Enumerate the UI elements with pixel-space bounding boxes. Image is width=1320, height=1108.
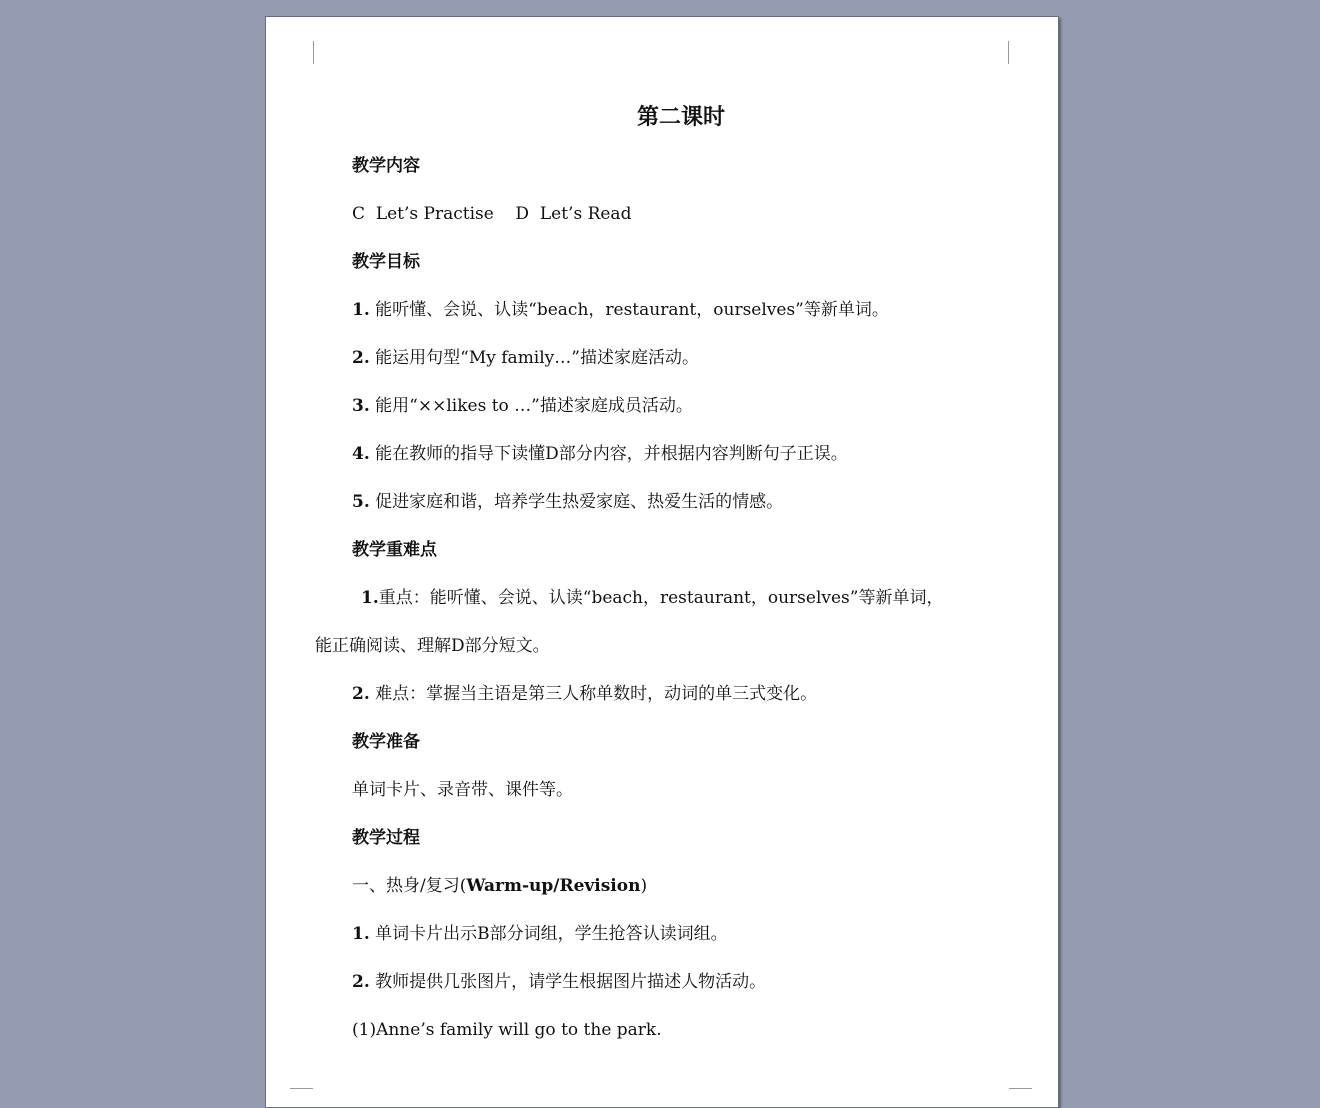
- goal-text: 能在教师的指导下读懂D部分内容，并根据内容判断句子正误。: [375, 444, 848, 464]
- key-point-number: 2.: [352, 684, 370, 704]
- content-heading: 教学内容: [352, 156, 420, 176]
- key-point-text: 难点：掌握当主语是第三人称单数时，动词的单三式变化。: [375, 684, 818, 704]
- goal-text: 促进家庭和谐，培养学生热爱家庭、热爱生活的情感。: [375, 492, 784, 512]
- prep-heading: 教学准备: [352, 732, 420, 752]
- content-text: C Let’s Practise D Let’s Read: [352, 204, 632, 224]
- process-item: [352, 970, 766, 994]
- key-point-text: 重点：能听懂、会说、认读“beach，restaurant，ourselves”等新单词，: [378, 588, 944, 608]
- process-heading: 教学过程: [352, 828, 420, 848]
- key-point-item: [352, 682, 817, 706]
- crop-mark-top-left: [313, 41, 314, 64]
- goal-number: 5.: [352, 492, 370, 512]
- goal-item: [352, 490, 783, 514]
- key-points-heading: 教学重难点: [352, 540, 437, 560]
- goal-number: 1.: [352, 300, 370, 320]
- process-step-title: [352, 874, 647, 898]
- process-step-suffix: ): [640, 876, 648, 896]
- process-item: [352, 922, 728, 946]
- goal-item: [352, 442, 848, 466]
- crop-mark-top-right: [1008, 41, 1009, 64]
- process-item-text: 单词卡片出示B部分词组，学生抢答认读词组。: [375, 924, 728, 944]
- example-sentence: (1)Anne’s family will go to the park.: [352, 1020, 662, 1040]
- document-page: [265, 16, 1059, 1108]
- crop-mark-bottom-right: [1009, 1088, 1032, 1089]
- goal-text: 能运用句型“My family…”描述家庭活动。: [375, 348, 699, 368]
- goal-text: 能用“××likes to …”描述家庭成员活动。: [375, 396, 693, 416]
- page-title: 第二课时: [637, 104, 726, 130]
- goal-number: 4.: [352, 444, 370, 464]
- goal-text: 能听懂、会说、认读“beach，restaurant，ourselves”等新单词。: [375, 300, 889, 320]
- process-step-prefix: 一、热身/复习(: [352, 876, 467, 896]
- process-item-text: 教师提供几张图片，请学生根据图片描述人物活动。: [375, 972, 767, 992]
- goal-item: [352, 298, 889, 322]
- goals-heading: 教学目标: [352, 252, 420, 272]
- prep-text: 单词卡片、录音带、课件等。: [352, 780, 573, 800]
- process-item-number: 1.: [352, 924, 370, 944]
- process-step-bold: Warm-up/Revision: [466, 876, 641, 896]
- key-point-item: [361, 586, 943, 610]
- goal-item: [352, 394, 693, 418]
- goal-number: 2.: [352, 348, 370, 368]
- crop-mark-bottom-left: [290, 1088, 313, 1089]
- goal-item: [352, 346, 699, 370]
- goal-number: 3.: [352, 396, 370, 416]
- key-point-continuation: 能正确阅读、理解D部分短文。: [315, 636, 550, 656]
- key-point-number: 1.: [361, 588, 379, 608]
- process-item-number: 2.: [352, 972, 370, 992]
